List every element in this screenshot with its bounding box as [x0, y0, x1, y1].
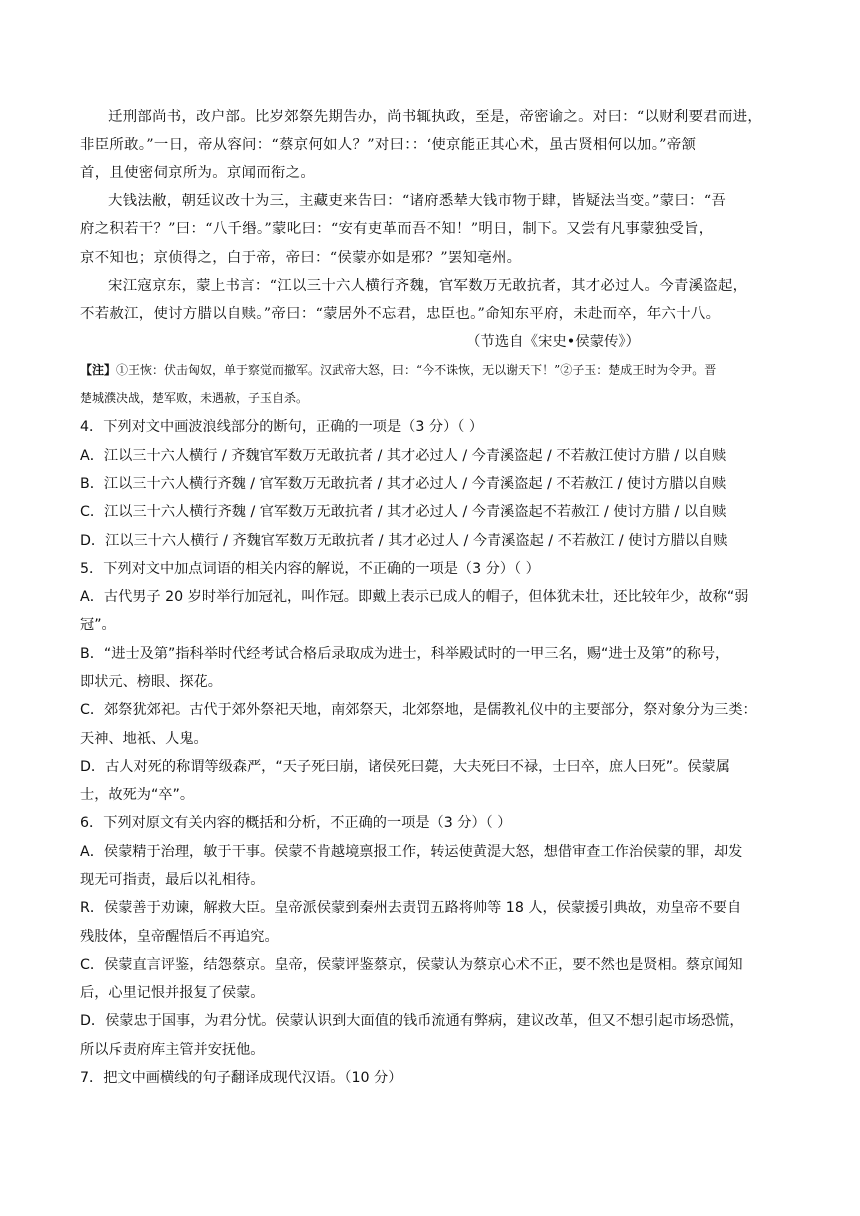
passage-line-6: 京不知也；京侦得之，白于帝，帝曰：“侯蒙亦如是邪？”罢知亳州。 — [80, 250, 522, 266]
passage-line-5: 府之积若干？”曰：“八千缗。”蒙叱曰：“安有吏革而吾不知！”明日，制下。又尝有凡事蒙独受旨， — [80, 221, 714, 237]
annotation-text-1: ①王恢：伏击匈奴，单于察觉而撤军。汉武帝大怒，曰：“今不诛恢，无以谢天下！”②子玉：楚成王时为令尹。晋 — [116, 363, 717, 377]
question-5-option-d-line-1: D．古人对死的称谓等级森严，“天子死曰崩，诸侯死曰薨，大夫死曰不禄，士曰卒，庶人曰死”。侯蒙属 — [80, 759, 730, 775]
passage-line-4: 大钱法敝，朝廷议改十为三，主藏吏来告曰：“诸府悉辇大钱市物于肆，皆疑法当变。”蒙曰：“吾 — [108, 193, 727, 209]
question-4-option-a: A．江以三十六人横行 / 齐魏官军数万无敢抗者 / 其才必过人 / 今青溪盗起 / 不若赦江使讨方腊 / 以自赎 — [80, 448, 727, 464]
passage-line-8: 不若赦江，使讨方腊以自赎。”帝曰：“蒙居外不忘君，忠臣也。”命知东平府，未赴而卒，年六十八。 — [80, 306, 721, 322]
question-4-option-b: B．江以三十六人横行齐魏 / 官军数万无敢抗者 / 其才必过人 / 今青溪盗起 / 不若赦江 / 使讨方腊以自赎 — [80, 476, 727, 492]
question-5-option-c-line-2: 天神、地祇、人鬼。 — [80, 731, 208, 747]
question-4-option-d: D．江以三十六人横行 / 齐魏官军数万无敢抗者 / 其才必过人 / 今青溪盗起 / 不若赦江 / 使讨方腊以自赎 — [80, 533, 728, 549]
question-4-stem: 4．下列对文中画波浪线部分的断句，正确的一项是（3 分）（ ） — [80, 419, 484, 435]
question-6-option-b-line-1: R．侯蒙善于劝谏，解救大臣。皇帝派侯蒙到秦州去责罚五路将帅等 18 人，侯蒙援引典故，劝皇帝不要自 — [80, 900, 742, 916]
question-6-option-a-line-1: A．侯蒙精于治理，敏于干事。侯蒙不肯越境禀报工作，转运使黄湜大怒，想借审查工作治侯蒙的罪，却发 — [80, 844, 743, 860]
annotation-note-line-2: 楚城濮决战，楚军败，未遇赦，子玉自杀。 — [80, 391, 309, 405]
question-5-option-d-line-2: 士，故死为“卒”。 — [80, 787, 195, 803]
question-6-option-d-line-1: D．侯蒙忠于国事，为君分忧。侯蒙认识到大面值的钱币流通有弊病，建议改革，但又不想引起市场恐慌， — [80, 1013, 744, 1029]
passage-line-7: 宋江寇京东，蒙上书言：“江以三十六人横行齐魏，官军数万无敢抗者，其才必过人。今青溪盗起， — [108, 278, 748, 294]
question-5-option-c-line-1: C．郊祭犹郊祀。古代于郊外祭祀天地，南郊祭天，北郊祭地，是儒教礼仪中的主要部分，祭对象分为三类： — [80, 702, 757, 718]
question-6-option-c-line-1: C．侯蒙直言评鉴，结怨蔡京。皇帝，侯蒙评鉴蔡京，侯蒙认为蔡京心术不正，要不然也是贤相。蔡京闻知 — [80, 957, 743, 973]
question-5-stem: 5．下列对文中加点词语的相关内容的解说，不正确的一项是（3 分）（ ） — [80, 561, 540, 577]
question-6-option-a-line-2: 现无可指责，最后以礼相待。 — [80, 872, 265, 888]
passage-line-2: 非臣所敢。”一日，帝从容问：“蔡京何如人？”对曰：：‘使京能正其心术，虽古贤相何以加。”帝颔 — [80, 137, 697, 153]
question-5-option-a-line-2: 冠”。 — [80, 617, 116, 633]
question-5-option-b-line-2: 即状元、榜眼、探花。 — [80, 674, 222, 690]
annotation-note-line-1 — [80, 361, 716, 379]
passage-source: （节选自《宋史•侯蒙传》） — [466, 334, 640, 350]
passage-line-3: 首，且使密伺京所为。京闻而衔之。 — [80, 165, 316, 181]
question-6-stem: 6．下列对原文有关内容的概括和分析，不正确的一项是（3 分）（ ） — [80, 815, 512, 831]
question-6-option-d-line-2: 所以斥责府库主管并安抚他。 — [80, 1042, 265, 1058]
question-6-option-c-line-2: 后，心里记恨并报复了侯蒙。 — [80, 985, 265, 1001]
question-5-option-a-line-1: A．古代男子 20 岁时举行加冠礼，叫作冠。即戴上表示已成人的帽子，但体犹未壮，还比较年少，故称“弱 — [80, 589, 749, 605]
annotation-label: 【注】 — [80, 363, 117, 377]
passage-line-1: 迁刑部尚书，改户部。比岁郊祭先期告办，尚书辄执政，至是，帝密谕之。对曰：“以财利要君而进， — [108, 109, 763, 125]
question-7-stem: 7．把文中画横线的句子翻译成现代汉语。（10 分） — [80, 1070, 403, 1086]
question-6-option-b-line-2: 残肢体，皇帝醒悟后不再追究。 — [80, 929, 279, 945]
question-5-option-b-line-1: B．“进士及第”指科举时代经考试合格后录取成为进士，科举殿试时的一甲三名，赐“进士及第”的称号， — [80, 646, 730, 662]
question-4-option-c: C．江以三十六人横行齐魏 / 官军数万无敢抗者 / 其才必过人 / 今青溪盗起不若赦江 / 使讨方腊 / 以自赎 — [80, 504, 727, 520]
